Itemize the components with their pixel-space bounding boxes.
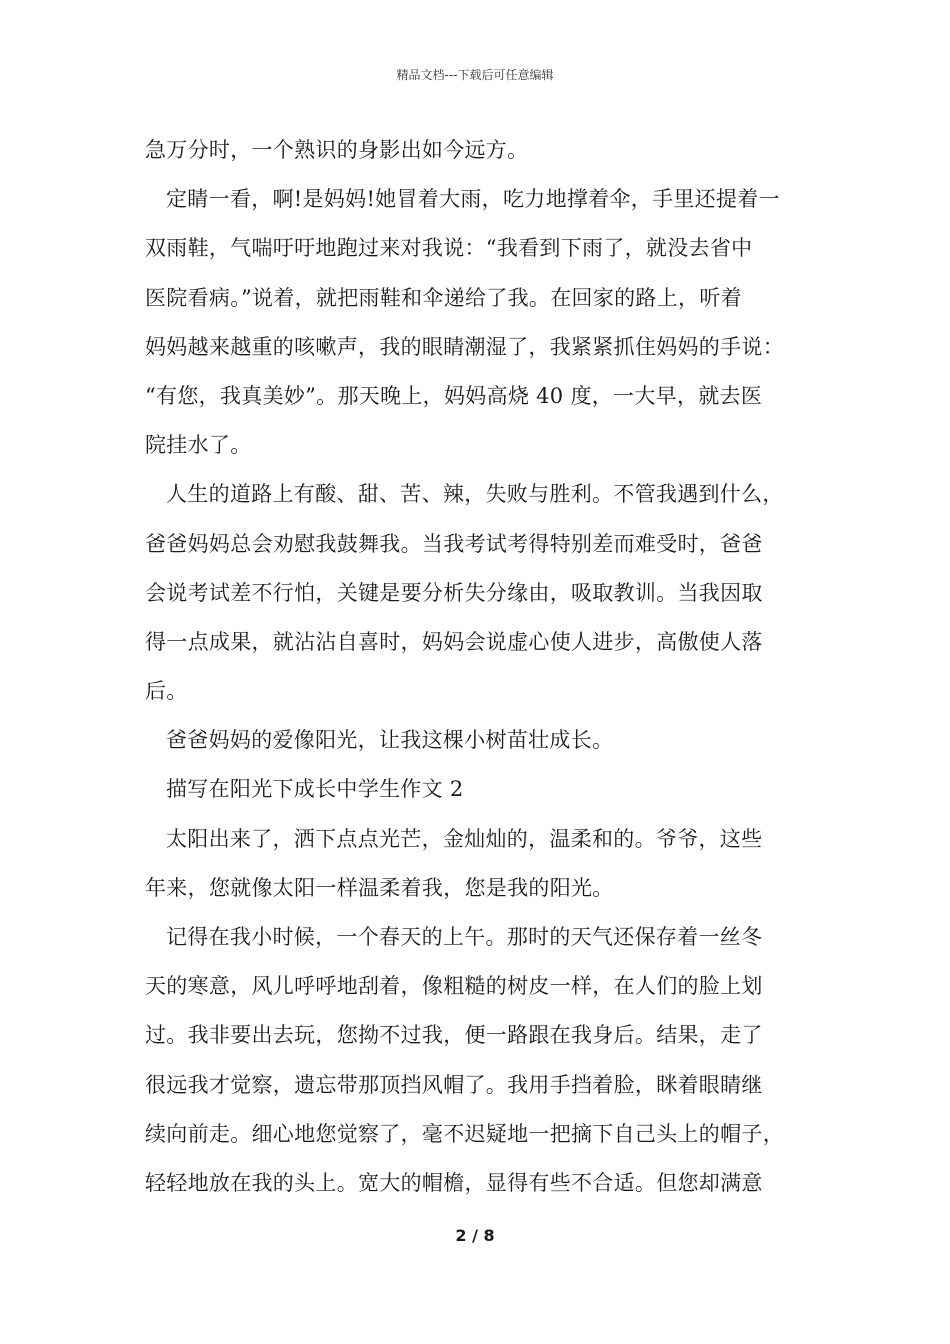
text-line: 定睛一看，啊!是妈妈!她冒着大雨，吃力地撑着伞，手里还提着一 <box>166 187 780 212</box>
text-line: 会说考试差不行怕，关键是要分析失分缘由，吸取教训。当我因取 <box>145 580 763 605</box>
text-line: 太阳出来了，洒下点点光芒，金灿灿的，温柔和的。爷爷，这些 <box>166 826 763 851</box>
text-line: 妈妈越来越重的咳嗽声，我的眼睛潮湿了，我紧紧抓住妈妈的手说： <box>145 334 784 359</box>
text-line: 年来，您就像太阳一样温柔着我，您是我的阳光。 <box>145 875 614 900</box>
text-line: 双雨鞋，气喘吁吁地跑过来对我说：“我看到下雨了，就没去省中 <box>145 236 753 261</box>
text-line: 人生的道路上有酸、甜、苦、辣，失败与胜利。不管我遇到什么， <box>166 482 784 507</box>
text-line: 院挂水了。 <box>145 433 252 458</box>
text-line: 急万分时，一个熟识的身影出如今远方。 <box>145 138 529 162</box>
text-line: 医院看病。”说着，就把雨鞋和伞递给了我。在回家的路上，听着 <box>145 285 742 310</box>
text-line: 记得在我小时候，一个春天的上午。那时的天气还保存着一丝冬 <box>166 925 763 949</box>
text-line: 轻轻地放在我的头上。宽大的帽檐，显得有些不合适。但您却满意 <box>145 1170 763 1195</box>
text-line: 过。我非要出去玩，您拗不过我，便一路跟在我身后。结果，走了 <box>145 1023 763 1048</box>
text-line: 爸爸妈妈总会劝慰我鼓舞我。当我考试考得特别差而难受时，爸爸 <box>145 531 763 556</box>
text-line: 得一点成果，就沾沾自喜时，妈妈会说虚心使人进步，高傲使人落 <box>145 629 763 654</box>
document-body <box>145 126 810 1208</box>
page-header: 精品文档---下载后可任意编辑 <box>396 68 554 82</box>
text-line: “有您，我真美妙”。那天晚上，妈妈高烧 40 度，一大早，就去医 <box>145 383 763 408</box>
text-line: 爸爸妈妈的爱像阳光，让我这棵小树苗壮成长。 <box>166 728 614 753</box>
text-line: 后。 <box>145 679 188 704</box>
page-number: 2 / 8 <box>455 1226 495 1245</box>
text-line: 描写在阳光下成长中学生作文 2 <box>166 777 464 802</box>
text-line: 很远我才觉察，遗忘带那顶挡风帽了。我用手挡着脸，眯着眼睛继 <box>145 1072 763 1097</box>
text-line: 续向前走。细心地您觉察了，毫不迟疑地一把摘下自己头上的帽子， <box>145 1121 784 1146</box>
text-line: 天的寒意，风儿呼呼地刮着，像粗糙的树皮一样，在人们的脸上划 <box>145 974 763 999</box>
